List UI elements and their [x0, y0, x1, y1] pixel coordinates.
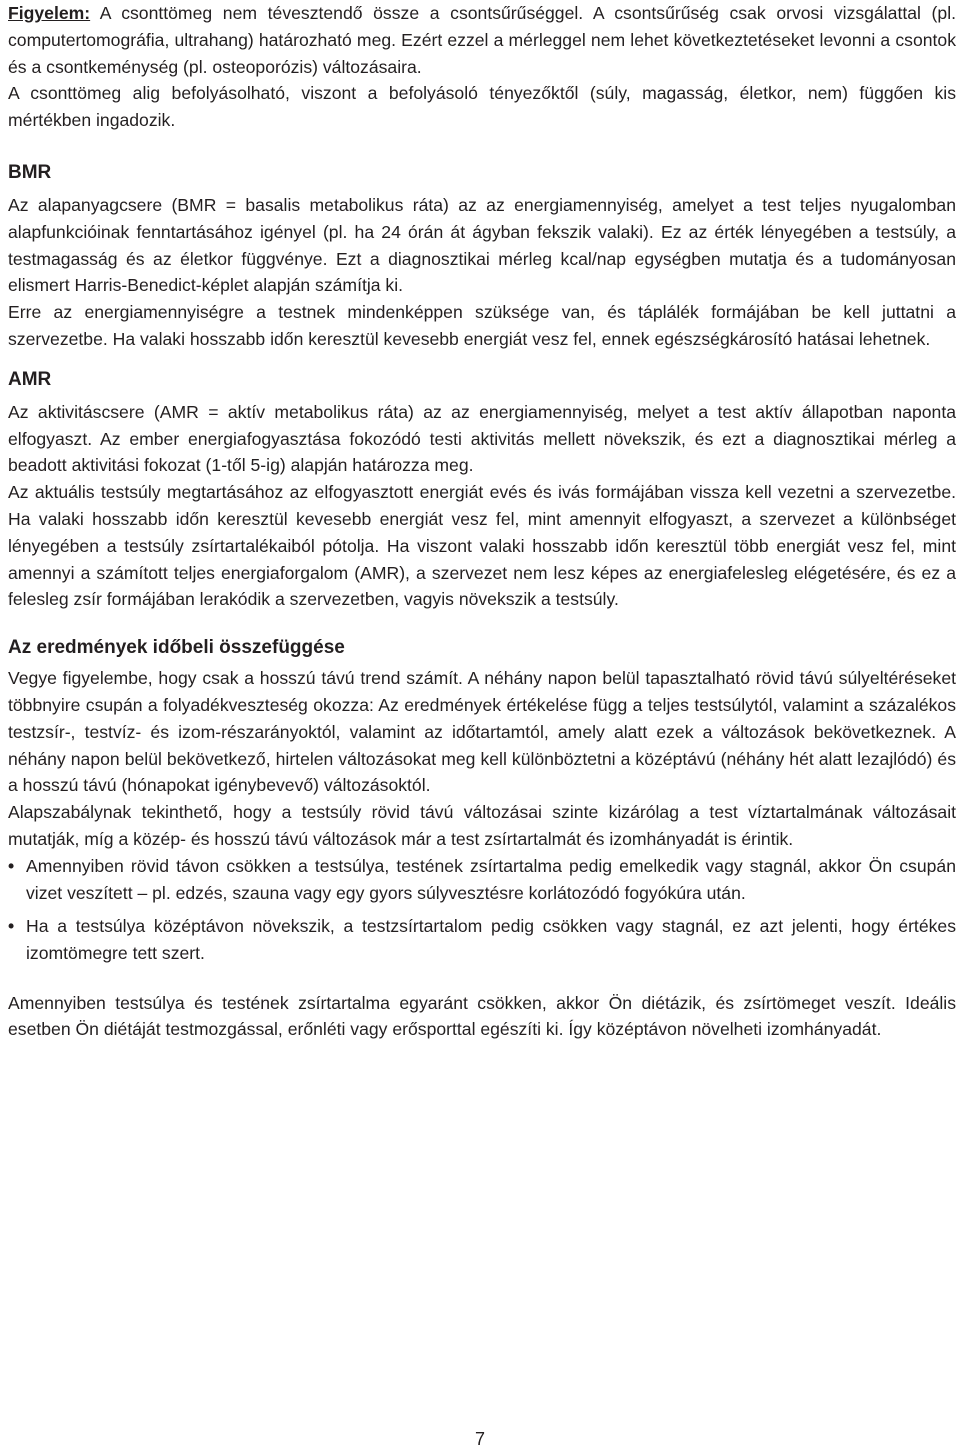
timing-paragraph-1: Vegye figyelembe, hogy csak a hosszú távú trend számít. A néhány napon belül tapasztalható rövid távú súlyeltéréseket többnyire csupán a folyadékveszteség okozza: Az eredmények értékelése függ a teljes testsúlytól, valamint a százalékos testzsír-, testvíz- és izom-részarányoktól, valamint az időtartamtól, amely alatt ezek a változások bekövetkeznek. A néhány napon belül bekövetkező, hirtelen változásokat meg kell különböztetni a középtávú (néhány hét alatt lezajlódó) és a hosszú távú (hónapokat igénybevevő) változásoktól. — [8, 668, 956, 796]
warning-text: A csonttömeg nem tévesztendő össze a csontsűrűséggel. A csontsűrűség csak orvosi vizsgálattal (pl. computertomográfia, ultrahang) határozható meg. Ezért ezzel a mérleggel nem lehet következtetéseket levonni a csontok és a csontkeménység (pl. osteoporózis) változásaira. — [8, 3, 956, 77]
page-number: 7 — [474, 1429, 485, 1449]
amr-heading: AMR — [8, 368, 52, 390]
bullet-text: Amennyiben rövid távon csökken a testsúlya, testének zsírtartalma pedig emelkedik vagy stagnál, akkor Ön csupán vizet veszített – pl. edzés, szauna vagy egy gyors súlyvesztésre korlátozódó fogyókúra után. — [26, 855, 956, 903]
bmr-paragraph-2: Erre az energiamennyiségre a testnek mindenképpen szüksége van, és táplálék formájában be kell juttatni a szervezetbe. Ha valaki hosszabb időn keresztül kevesebb energiát vesz fel, ennek egészségkárosító hatásai lehetnek. — [8, 302, 956, 349]
bullet-marker: • — [8, 916, 15, 937]
manual-page — [8, 0, 956, 1043]
timing-paragraph-2: Alapszabálynak tekinthető, hogy a testsúly rövid távú változásai szinte kizárólag a test víztartalmának változásait mutatják, míg a közép- és hosszú távú változások már a test zsírtartalmát és izomhányadát is érintik. — [8, 802, 956, 849]
timing-heading: Az eredmények időbeli összefüggése — [8, 637, 345, 659]
bullet-marker: • — [8, 855, 15, 876]
bullet-text: Ha a testsúlya középtávon növekszik, a testzsírtartalom pedig csökken vagy stagnál, ez azt jelenti, hogy értékes izomtömegre tett szert. — [26, 916, 956, 964]
list-item — [8, 913, 956, 967]
warning-paragraph — [8, 0, 956, 80]
bone-mass-note: A csonttömeg alig befolyásolható, viszont a befolyásoló tényezőktől (súly, magasság, életkor, nem) függően kis mértékben ingadozik. — [8, 83, 956, 131]
amr-paragraph-1: Az aktivitáscsere (AMR = aktív metabolikus ráta) az az energiamennyiség, melyet a test aktív állapotban naponta elfogyaszt. Az ember energiafogyasztása fokozódó testi aktivitás mellett növekszik, és ezt a diagnosztikai mérleg a beadott aktivitási fokozat (1-től 5-ig) alapján határozza meg. — [8, 401, 956, 476]
list-item — [8, 853, 956, 907]
timing-paragraph-3: Amennyiben testsúlya és testének zsírtartalma egyaránt csökken, akkor Ön diétázik, és zsírtömeget veszít. Ideális esetben Ön diétáját testmozgással, erőnléti vagy erősporttal egészíti ki. Így középtávon növelheti izomhányadát. — [8, 992, 956, 1040]
timing-bullet-list — [8, 853, 956, 968]
warning-label: Figyelem: — [8, 3, 91, 23]
amr-paragraph-2: Az aktuális testsúly megtartásához az elfogyasztott energiát evés és ivás formájában vissza kell vezetni a szervezetbe. Ha valaki hosszabb időn keresztül kevesebb energiát vesz fel, mint amennyit elfogyaszt, a szervezet a különbséget lényegében a testsúly zsírtartalékaiból pótolja. Ha viszont valaki hosszabb időn keresztül több energiát vesz fel, mint amennyi a számított teljes energiaforgalom (AMR), a szervezet nem lesz képes az energiafelesleg elégetésére, és ez a felesleg zsír formájában lerakódik a szervezetben, vagyis növekszik a testsúly. — [8, 482, 956, 610]
bmr-paragraph-1: Az alapanyagcsere (BMR = basalis metabolikus ráta) az az energiamennyiség, amelyet a test teljes nyugalomban alapfunkcióinak fenntartásához igényel (pl. ha 24 órán át ágyban fekszik valaki). Ez az érték lényegében a testsúly, a testmagasság és az életkor függvénye. Ezt a diagnosztikai mérleg kcal/nap egységben mutatja és a tudományosan elismert Harris-Benedict-képlet alapján számítja ki. — [8, 194, 956, 296]
bmr-heading: BMR — [8, 161, 52, 183]
